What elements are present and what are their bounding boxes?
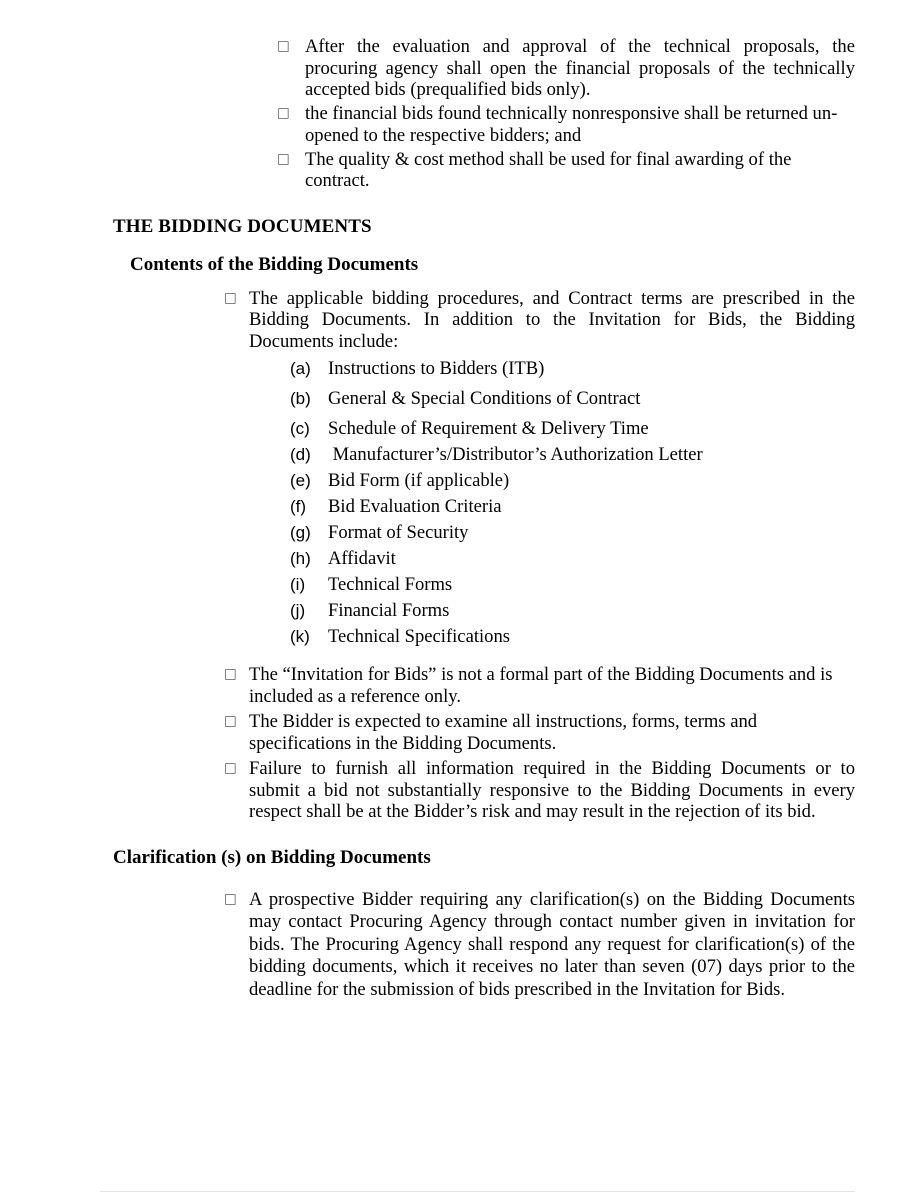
contents-following-list xyxy=(45,664,855,823)
list-item xyxy=(45,468,855,494)
list-item-marker: (k) xyxy=(290,627,310,646)
square-bullet-icon: □ xyxy=(224,289,237,306)
section-heading-bidding-documents: THE BIDDING DOCUMENTS xyxy=(113,215,372,237)
list-item-marker: (e) xyxy=(290,471,311,490)
list-item xyxy=(45,711,855,754)
list-item-text: Technical Specifications xyxy=(328,626,510,647)
square-bullet-icon: □ xyxy=(224,890,237,907)
list-item-marker: (c) xyxy=(290,419,310,438)
clarification-list xyxy=(45,889,855,1002)
list-item xyxy=(45,572,855,598)
list-item-text: Bid Evaluation Criteria xyxy=(328,496,502,517)
square-bullet-icon: □ xyxy=(224,713,237,729)
list-item xyxy=(45,598,855,624)
list-item-text: Affidavit xyxy=(328,548,396,569)
list-item xyxy=(45,494,855,520)
list-item-text: The applicable bidding procedures, and Contract terms are prescribed in the Bidding Documents. In addition to the Invitation for Bids, the Bidding Documents include: xyxy=(249,287,855,352)
list-item xyxy=(45,36,855,101)
contents-intro-list xyxy=(45,288,855,353)
list-item-text: Failure to furnish all information required in the Bidding Documents or to submit a bid not substantially responsive to the Bidding Documents in every respect shall be at the Bidder’s risk and may result in the rejection of its bid. xyxy=(249,758,855,822)
list-item-text: The “Invitation for Bids” is not a formal part of the Bidding Documents and is included as a reference only. xyxy=(249,664,833,707)
list-item-text: General & Special Conditions of Contract xyxy=(328,388,641,409)
list-item xyxy=(45,664,855,707)
list-item-text: Financial Forms xyxy=(328,600,450,621)
square-bullet-icon: □ xyxy=(277,38,290,54)
list-item-text: Schedule of Requirement & Delivery Time xyxy=(328,418,649,439)
list-item-text: Manufacturer’s/Distributor’s Authorization Letter xyxy=(328,444,703,465)
list-item-marker: (j) xyxy=(290,601,306,620)
list-item-text: Technical Forms xyxy=(328,574,453,595)
evaluation-bullet-list xyxy=(45,36,855,192)
list-item-marker: (h) xyxy=(290,549,311,568)
list-item xyxy=(45,288,855,353)
list-item xyxy=(45,356,855,382)
square-bullet-icon: □ xyxy=(277,150,290,167)
list-item-text: A prospective Bidder requiring any clarification(s) on the Bidding Documents may contact Procuring Agency through contact number given in invitation for bids. The Procuring Agency shall respond any request for clarification(s) of the bidding documents, which it receives no later than seven (07) days prior to the deadline for the submission of bids prescribed in the Invitation for Bids. xyxy=(249,888,855,1000)
subsection-heading-clarification: Clarification (s) on Bidding Documents xyxy=(113,846,431,868)
list-item xyxy=(45,149,855,192)
list-item xyxy=(45,103,855,146)
list-item-marker: (g) xyxy=(290,523,311,542)
square-bullet-icon: □ xyxy=(224,760,237,776)
list-item xyxy=(45,546,855,572)
list-item-text: After the evaluation and approval of the technical proposals, the procuring agency shall open the financial proposals of the technically accepted bids (prequalified bids only). xyxy=(305,36,855,100)
list-item-marker: (f) xyxy=(290,497,307,516)
subsection-heading-contents: Contents of the Bidding Documents xyxy=(130,253,419,275)
square-bullet-icon: □ xyxy=(224,666,237,682)
footer-divider xyxy=(100,1191,855,1192)
list-item xyxy=(45,758,855,823)
list-item-text: Format of Security xyxy=(328,522,469,543)
list-item-marker: (i) xyxy=(290,575,306,594)
list-item xyxy=(45,889,855,1002)
list-item-marker: (b) xyxy=(290,389,311,408)
list-item-text: Instructions to Bidders (ITB) xyxy=(328,358,545,379)
list-item xyxy=(45,386,855,412)
list-item-text: The quality & cost method shall be used for final awarding of the contract. xyxy=(305,148,792,191)
list-item xyxy=(45,624,855,650)
list-item-text: the financial bids found technically nonresponsive shall be returned un-opened to the respective bidders; and xyxy=(305,103,838,146)
list-item xyxy=(45,520,855,546)
list-item-marker: (a) xyxy=(290,359,311,378)
list-item xyxy=(45,416,855,442)
list-item xyxy=(45,442,855,468)
list-item-text: Bid Form (if applicable) xyxy=(328,470,510,491)
list-item-text: The Bidder is expected to examine all instructions, forms, terms and specifications in the Bidding Documents. xyxy=(249,711,758,754)
list-item-marker: (d) xyxy=(290,445,311,464)
bidding-documents-lettered-list xyxy=(45,356,855,650)
square-bullet-icon: □ xyxy=(277,105,290,121)
